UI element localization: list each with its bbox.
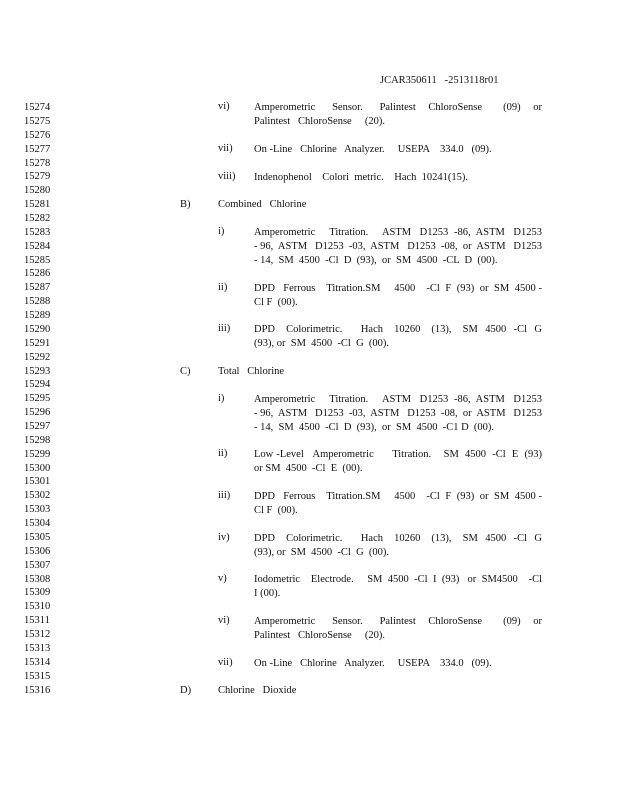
line-number: 15304 <box>24 518 51 529</box>
section-title: Combined Chlorine <box>218 199 307 210</box>
item-text: DPD Ferrous Titration.SM 4500 -Cl F (93) or SM 4500 -Cl F (00). <box>254 491 542 516</box>
line-number: 15313 <box>24 643 51 654</box>
line-number: 15316 <box>24 685 51 696</box>
item-text: Amperometric Titration. ASTM D1253 -86, ASTM D1253 - 96, ASTM D1253 -03, ASTM D1253 -08, or ASTM D1253 - 14, SM 4500 -Cl D (93), or SM 4500 -C1 D (00). <box>254 394 548 433</box>
line-number: 15284 <box>24 241 51 252</box>
line-number: 15309 <box>24 587 51 598</box>
item-text: Amperometric Sensor. Palintest ChloroSense (09) or Palintest ChloroSense (20). <box>254 102 545 127</box>
line-number: 15283 <box>24 227 51 238</box>
line-number: 15282 <box>24 213 51 224</box>
section-title: Chlorine Dioxide <box>218 685 297 696</box>
section-letter: B) <box>180 199 191 210</box>
item-text: Amperometric Sensor. Palintest ChloroSense (09) or Palintest ChloroSense (20). <box>254 616 545 641</box>
section-letter: D) <box>180 685 192 696</box>
item-text: Low -Level Amperometric Titration. SM 4500 -Cl E (93) or SM 4500 -Cl E (00). <box>254 449 550 474</box>
item-text: Iodometric Electrode. SM 4500 -Cl I (93) or SM4500 -Cl I (00). <box>254 574 548 599</box>
document-code: JCAR350611 -2513118r01 <box>380 75 499 86</box>
line-number: 15292 <box>24 352 51 363</box>
line-number: 15276 <box>24 130 51 141</box>
line-number: 15274 <box>24 102 51 113</box>
line-number: 15285 <box>24 255 51 266</box>
line-number: 15308 <box>24 574 51 585</box>
line-number: 15288 <box>24 296 51 307</box>
line-number: 15299 <box>24 449 51 460</box>
section-title: Total Chlorine <box>218 366 285 377</box>
line-number: 15280 <box>24 185 51 196</box>
line-number: 15294 <box>24 379 51 390</box>
line-number: 15281 <box>24 199 51 210</box>
line-number: 15286 <box>24 268 51 279</box>
line-number: 15290 <box>24 324 51 335</box>
item-text: On -Line Chlorine Analyzer. USEPA 334.0 (09). <box>254 658 492 669</box>
line-number: 15293 <box>24 366 51 377</box>
item-number: iii) <box>218 490 231 501</box>
item-text: DPD Colorimetric. Hach 10260 (13), SM 4500 -Cl G (93), or SM 4500 -Cl G (00). <box>254 533 548 558</box>
item-number: v) <box>218 573 227 584</box>
line-number: 15312 <box>24 629 51 640</box>
section-letter: C) <box>180 366 191 377</box>
item-number: vi) <box>218 101 230 112</box>
line-number: 15305 <box>24 532 51 543</box>
line-number: 15297 <box>24 421 51 432</box>
item-number: iv) <box>218 532 230 543</box>
line-number: 15295 <box>24 393 51 404</box>
line-number: 15277 <box>24 144 51 155</box>
line-number: 15310 <box>24 601 51 612</box>
line-number: 15289 <box>24 310 51 321</box>
line-number: 15314 <box>24 657 51 668</box>
item-text: DPD Colorimetric. Hach 10260 (13), SM 4500 -Cl G (93), or SM 4500 -Cl G (00). <box>254 324 548 349</box>
item-text: Amperometric Titration. ASTM D1253 -86, ASTM D1253 - 96, ASTM D1253 -03, ASTM D1253 -08, or ASTM D1253 - 14, SM 4500 -Cl D (93), or SM 4500 -CL D (00). <box>254 227 548 266</box>
line-number: 15291 <box>24 338 51 349</box>
item-number: i) <box>218 226 225 237</box>
item-number: i) <box>218 393 225 404</box>
item-text: On -Line Chlorine Analyzer. USEPA 334.0 (09). <box>254 144 492 155</box>
line-number: 15298 <box>24 435 51 446</box>
item-number: vii) <box>218 143 233 154</box>
line-number: 15278 <box>24 158 51 169</box>
item-number: iii) <box>218 323 231 334</box>
item-number: ii) <box>218 282 228 293</box>
item-number: ii) <box>218 448 228 459</box>
line-number: 15306 <box>24 546 51 557</box>
line-number: 15279 <box>24 171 51 182</box>
line-number: 15315 <box>24 671 51 682</box>
line-number: 15296 <box>24 407 51 418</box>
line-number: 15301 <box>24 476 51 487</box>
line-number: 15307 <box>24 560 51 571</box>
item-number: viii) <box>218 171 236 182</box>
line-number: 15311 <box>24 615 50 626</box>
line-number: 15275 <box>24 116 51 127</box>
line-number: 15300 <box>24 463 51 474</box>
item-number: vii) <box>218 657 233 668</box>
item-number: vi) <box>218 615 230 626</box>
item-text: Indenophenol Colori metric. Hach 10241(15). <box>254 172 469 183</box>
item-text: DPD Ferrous Titration.SM 4500 -Cl F (93) or SM 4500 -Cl F (00). <box>254 283 542 308</box>
line-number: 15302 <box>24 490 51 501</box>
line-number: 15287 <box>24 282 51 293</box>
line-number: 15303 <box>24 504 51 515</box>
